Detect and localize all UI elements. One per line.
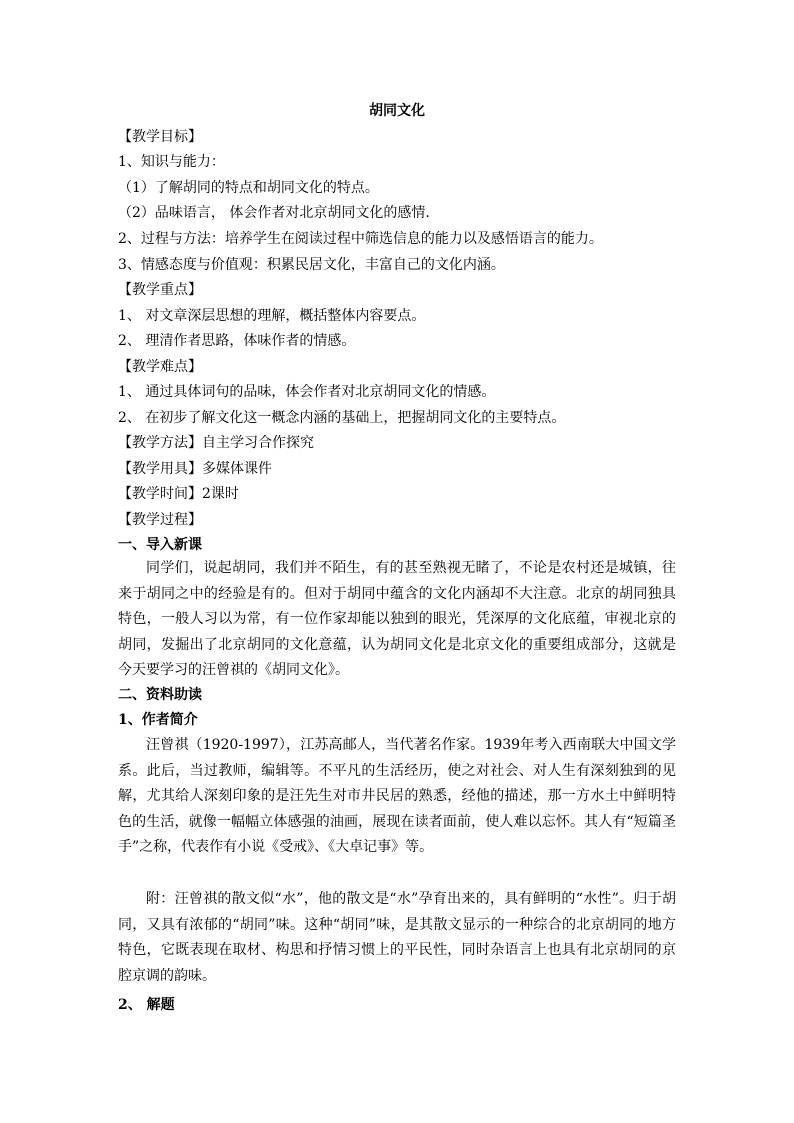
intro-paragraph: 同学们，说起胡同，我们并不陌生，有的甚至熟视无睹了，不论是农村还是城镇，往来于胡同之中的经验是有的。但对于胡同中蕴含的文化内涵却不大注意。北京的胡同独具特色，一般人习以为常，有一位作家却能以独到的眼光，凭深厚的文化底蕴，审视北京的胡同，发掘出了北京胡同的文化意蕴，认为胡同文化是北京文化的重要组成部分，这就是今天要学习的汪曾祺的《胡同文化》。 <box>118 560 676 678</box>
section-materials-heading: 二、资料助读 <box>118 687 202 703</box>
author-paragraph: 汪曾祺（1920-1997），江苏高邮人，当代著名作家。1939年考入西南联大中国文学系。此后，当过教师，编辑等。不平凡的生活经历，使之对社会、对人生有深刻独到的见解，尤其给人深刻印象的是汪先生对市井民居的熟悉，经他的描述，那一方水土中鲜明特色的生活，就像一幅幅立体感强的油画，展现在读者面前，使人难以忘怀。其人有“短篇圣手”之称，代表作有小说《受戒》、《大卓记事》等。 <box>118 737 676 855</box>
difficulty-heading: 【教学难点】 <box>118 359 202 375</box>
teaching-method: 【教学方法】自主学习合作探究 <box>118 435 314 451</box>
section-intro-heading: 一、导入新课 <box>118 537 202 553</box>
goal-process: 2、过程与方法：培养学生在阅读过程中筛选信息的能力以及感悟语言的能力。 <box>118 231 603 247</box>
key-point-2: 2、 理清作者思路，体味作者的情感。 <box>118 333 356 349</box>
key-point-1: 1、 对文章深层思想的理解，概括整体内容要点。 <box>118 308 426 324</box>
teaching-process: 【教学过程】 <box>118 512 202 528</box>
goal-knowledge-item-1: （1）了解胡同的特点和胡同文化的特点。 <box>118 180 379 196</box>
difficulty-1: 1、 通过具体词句的品味，体会作者对北京胡同文化的情感。 <box>118 384 496 400</box>
goal-knowledge: 1、知识与能力： <box>118 154 225 170</box>
teaching-time: 【教学时间】2课时 <box>118 486 239 502</box>
goals-heading: 【教学目标】 <box>118 129 202 145</box>
note-paragraph: 附：汪曾祺的散文似“水”，他的散文是“水”孕育出来的，具有鲜明的“水性”。归于胡同，又具有浓郁的“胡同”味。这种“胡同”味，是其散文显示的一种综合的北京胡同的地方特色，它既表现在取材、构思和抒情习惯上的平民性，同时杂语言上也具有北京胡同的京腔京调的韵味。 <box>118 891 676 984</box>
goal-knowledge-item-2: （2）品味语言， 体会作者对北京胡同文化的感情. <box>118 205 430 221</box>
author-heading: 1、作者简介 <box>118 712 198 728</box>
goal-emotion: 3、情感态度与价值观：积累民居文化，丰富自己的文化内涵。 <box>118 257 505 273</box>
key-points-heading: 【教学重点】 <box>118 282 202 298</box>
difficulty-2: 2、 在初步了解文化这一概念内涵的基础上，把握胡同文化的主要特点。 <box>118 410 566 426</box>
teaching-tools: 【教学用具】多媒体课件 <box>118 461 272 477</box>
title-explanation-heading: 2、 解题 <box>118 997 175 1013</box>
document-title: 胡同文化 <box>369 103 425 119</box>
